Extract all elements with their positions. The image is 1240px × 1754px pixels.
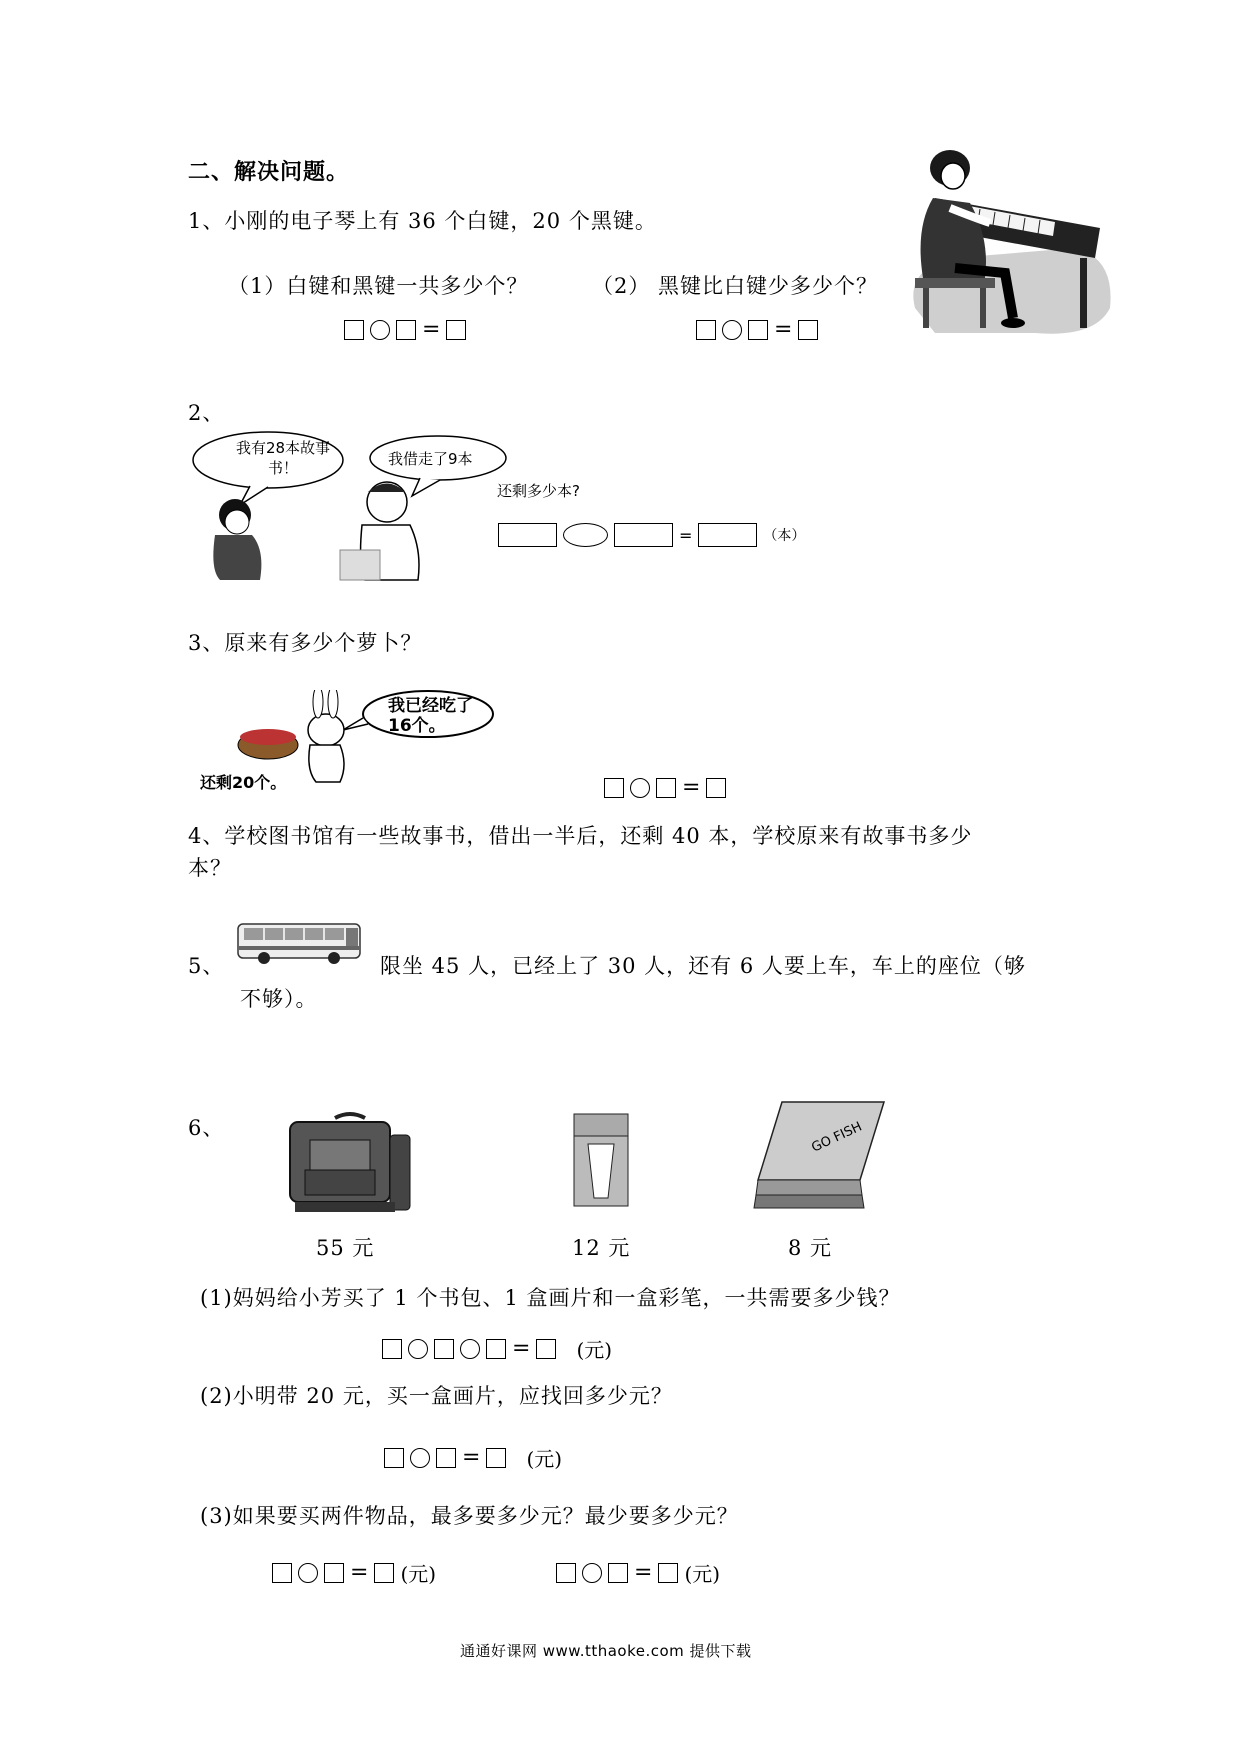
answer-box[interactable] [536, 1339, 556, 1359]
price-crayons: 12 元 [572, 1236, 631, 1260]
price-picture-cards: 8 元 [788, 1236, 833, 1260]
question-6-number: 6、 [188, 1116, 225, 1140]
question-3-stem: 3、原来有多少个萝卜？ [188, 631, 423, 655]
equals-sign: = [462, 1444, 481, 1470]
question-4-line-1: 4、学校图书馆有一些故事书，借出一半后，还剩 40 本，学校原来有故事书多少 [188, 824, 973, 848]
question-6-answer-3-min [556, 1558, 720, 1587]
question-1-sub2: （2） 黑键比白键少多少个？ [592, 274, 879, 298]
answer-box[interactable] [374, 1563, 394, 1583]
picture-cards-image [752, 1100, 887, 1215]
question-6-sub1: (1)妈妈给小芳买了 1 个书包、1 盒画片和一盒彩笔，一共需要多少钱？ [200, 1286, 901, 1310]
operator-circle[interactable] [460, 1339, 480, 1359]
question-6-sub2: (2)小明带 20 元，买一盒画片，应找回多少元？ [200, 1384, 673, 1408]
section-title: 二、解决问题。 [188, 160, 350, 185]
question-1-answer-2 [696, 317, 818, 342]
question-6-answer-2 [384, 1443, 562, 1472]
question-2-question: 还剩多少本? [497, 482, 580, 500]
question-5-number: 5、 [188, 954, 225, 978]
question-4-line-2: 本？ [188, 856, 232, 880]
answer-box[interactable] [656, 778, 676, 798]
question-3-answer [604, 775, 726, 800]
question-1-stem: 1、小刚的电子琴上有 36 个白键，20 个黑键。 [188, 209, 657, 233]
crayon-box-image [568, 1110, 634, 1210]
unit-label: (元) [526, 1447, 563, 1471]
answer-box[interactable] [434, 1339, 454, 1359]
equals-sign: = [422, 317, 441, 342]
answer-box[interactable] [344, 320, 364, 340]
footer-credit: 通通好课网 www.tthaoke.com 提供下载 [460, 1642, 752, 1660]
remaining-carrots-label: 还剩20个。 [200, 773, 287, 792]
answer-box[interactable] [604, 778, 624, 798]
question-6-sub3: (3)如果要买两件物品，最多要多少元？最少要多少元？ [200, 1504, 739, 1528]
school-bag-image [280, 1110, 415, 1230]
question-1-sub1: （1）白键和黑键一共多少个？ [228, 274, 529, 298]
answer-box[interactable] [706, 778, 726, 798]
answer-box[interactable] [798, 320, 818, 340]
equals-sign: = [774, 317, 793, 342]
unit-label: (元) [576, 1338, 613, 1362]
question-5-line-1: 限坐 45 人，已经上了 30 人，还有 6 人要上车，车上的座位（够 [380, 954, 1026, 978]
unit-label: （本） [763, 528, 806, 544]
book-cover-text: GO FISH [809, 1119, 865, 1156]
piano-player-illustration [895, 148, 1120, 348]
price-bag: 55 元 [316, 1236, 375, 1260]
question-2-answer [498, 523, 805, 547]
answer-box[interactable] [556, 1563, 576, 1583]
answer-box[interactable] [446, 320, 466, 340]
equals-sign: = [679, 525, 693, 545]
girl-speech-bubble: 我有28本故事书！ [235, 439, 331, 477]
operator-oval[interactable] [563, 523, 608, 547]
unit-label: (元) [684, 1562, 721, 1586]
answer-box[interactable] [608, 1563, 628, 1583]
answer-box[interactable] [396, 320, 416, 340]
operator-circle[interactable] [408, 1339, 428, 1359]
answer-box[interactable] [382, 1339, 402, 1359]
question-6-answer-1 [382, 1334, 612, 1363]
question-1-answer-1 [344, 317, 466, 342]
answer-box[interactable] [384, 1448, 404, 1468]
operator-circle[interactable] [630, 778, 650, 798]
operator-circle[interactable] [582, 1563, 602, 1583]
equals-sign: = [634, 1559, 653, 1585]
answer-box[interactable] [614, 523, 673, 547]
rabbit-speech-bubble: 我已经吃了16个。 [388, 696, 473, 736]
equals-sign: = [350, 1559, 369, 1585]
answer-box[interactable] [498, 523, 557, 547]
answer-box[interactable] [696, 320, 716, 340]
equals-sign: = [682, 775, 701, 800]
question-6-answer-3-max [272, 1558, 436, 1587]
operator-circle[interactable] [298, 1563, 318, 1583]
operator-circle[interactable] [370, 320, 390, 340]
bus-icon [236, 918, 364, 968]
unit-label: (元) [400, 1562, 437, 1586]
answer-box[interactable] [272, 1563, 292, 1583]
equals-sign: = [512, 1335, 531, 1361]
operator-circle[interactable] [410, 1448, 430, 1468]
boy-speech-bubble: 我借走了9本 [388, 450, 473, 468]
answer-box[interactable] [748, 320, 768, 340]
answer-box[interactable] [486, 1339, 506, 1359]
answer-box[interactable] [486, 1448, 506, 1468]
question-5-line-2: 不够）。 [240, 987, 318, 1011]
answer-box[interactable] [698, 523, 757, 547]
answer-box[interactable] [436, 1448, 456, 1468]
answer-box[interactable] [324, 1563, 344, 1583]
answer-box[interactable] [658, 1563, 678, 1583]
operator-circle[interactable] [722, 320, 742, 340]
question-2-number: 2、 [188, 401, 225, 425]
